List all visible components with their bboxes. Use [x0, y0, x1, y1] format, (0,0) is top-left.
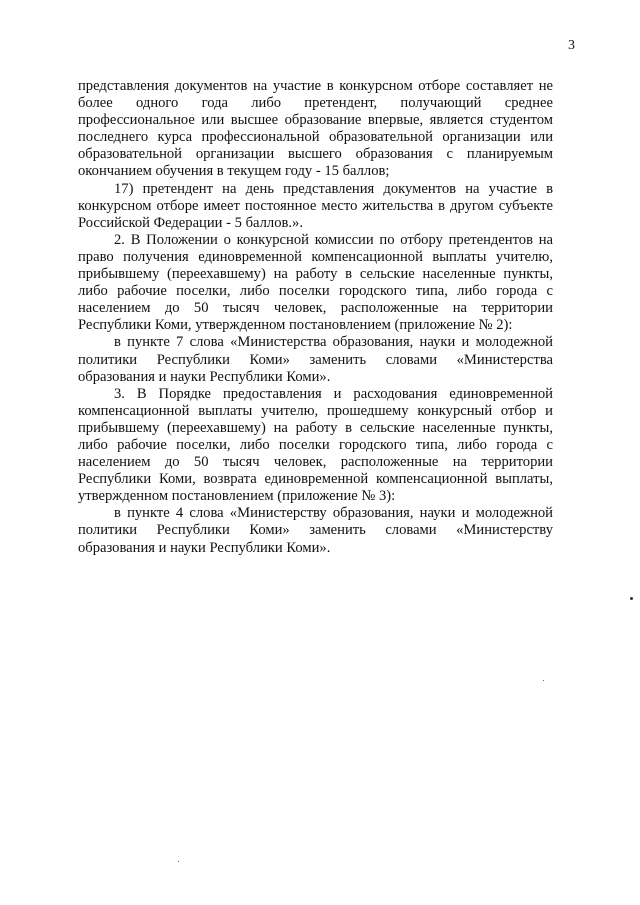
- paragraph-section-2-amendment: в пункте 7 слова «Министерства образования, науки и молодежной политики Республики Коми» заменить словами «Министерства образования и науки Республики Коми».: [78, 334, 553, 385]
- paragraph-section-3-amendment: в пункте 4 слова «Министерству образования, науки и молодежной политики Республики Коми» заменить словами «Министерству образования и науки Республики Коми».: [78, 505, 553, 556]
- scan-speck: [630, 597, 633, 600]
- paragraph-continuation: представления документов на участие в конкурсном отборе составляет не более одного года либо претендент, получающий среднее профессиональное или высшее образование впервые, является студентом последнего курса профессиональной образовательной организации или образовательной организации высшего образования с планируемым окончанием обучения в текущем году - 15 баллов;: [78, 78, 553, 180]
- page-number: 3: [568, 38, 575, 53]
- paragraph-section-2: 2. В Положении о конкурсной комиссии по отбору претендентов на право получения единовременной компенсационной выплаты учителю, прибывшему (переехавшему) на работу в сельские населенные пункты, либо рабочие поселки, либо поселки городского типа, либо города с населением до 50 тысяч человек, расположенные на территории Республики Коми, утвержденном постановлением (приложение № 2):: [78, 231, 553, 334]
- scan-speck: [178, 861, 179, 862]
- scan-speck: [543, 680, 544, 681]
- paragraph-section-3: 3. В Порядке предоставления и расходования единовременной компенсационной выплаты учителю, прошедшему конкурсный отбор и прибывшему (переехавшему) на работу в сельские населенные пункты, либо рабочие поселки, либо поселки городского типа, либо города с населением до 50 тысяч человек, расположенные на территории Республики Коми, возврата единовременной компенсационной выплаты, утвержденном постановлением (приложение № 3):: [78, 385, 553, 505]
- paragraph-item-17: 17) претендент на день представления документов на участие в конкурсном отборе имеет постоянное место жительства в другом субъекте Российской Федерации - 5 баллов.».: [78, 180, 553, 231]
- document-body: [78, 78, 553, 557]
